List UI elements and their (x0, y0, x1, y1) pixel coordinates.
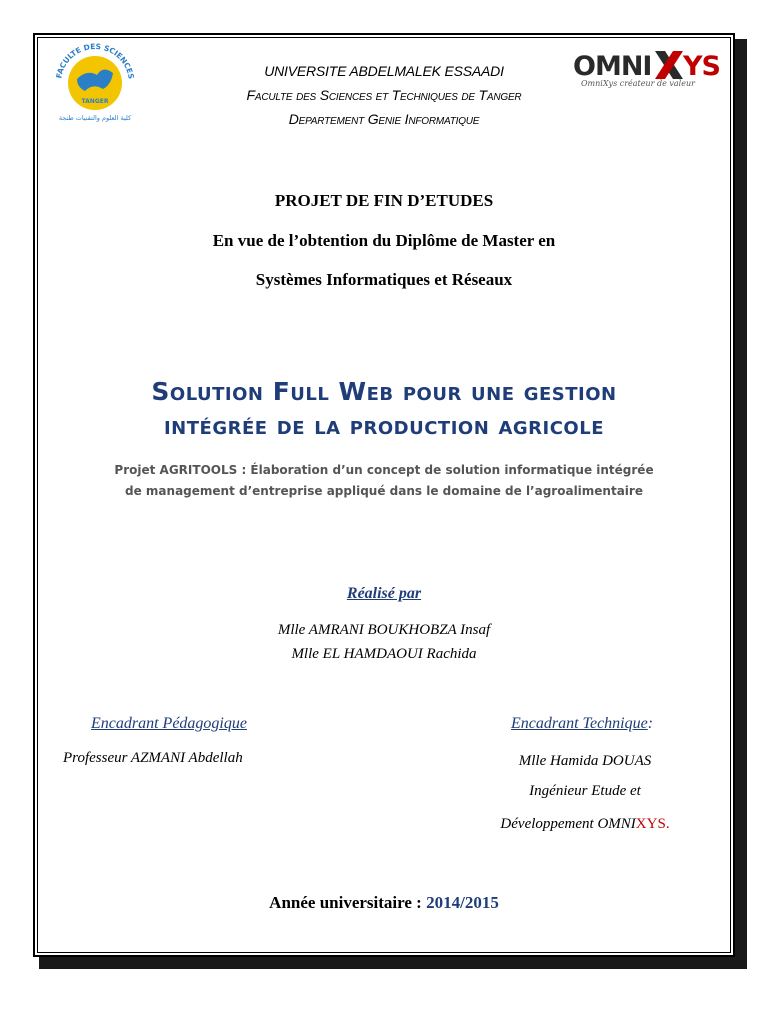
author-2: Mlle EL HAMDAOUI Rachida (291, 646, 477, 662)
svg-text:YS: YS (683, 51, 720, 82)
company-prefix: Développement OMNI (500, 816, 636, 832)
department-name: Departement Genie Informatique (288, 111, 480, 127)
author-1: Mlle AMRANI BOUKHOBZA Insaf (277, 622, 491, 638)
authors-label: Réalisé par (346, 585, 422, 602)
company-accent: XYS (635, 816, 666, 832)
technical-supervisor-company (455, 816, 715, 833)
academic-year (35, 893, 733, 913)
technical-supervisor-label-colon: : (647, 715, 654, 732)
academic-year-label: Année universitaire : (269, 893, 427, 912)
svg-text:OMNI: OMNI (573, 51, 652, 82)
project-heading: PROJET DE FIN D’ETUDES (274, 191, 494, 210)
cover-page (33, 33, 735, 957)
logo-arabic-text: كلية العلوم والتقنيات طنجة (58, 114, 132, 122)
technical-supervisor-label (511, 715, 653, 733)
logo-city-text: TANGER (81, 98, 109, 105)
faculty-name: Faculte des Sciences et Techniques de Tanger (246, 87, 522, 103)
technical-supervisor-label-text: Encadrant Technique (511, 715, 648, 732)
academic-year-value: 2014/2015 (426, 893, 499, 912)
technical-supervisor-name: Mlle Hamida DOUAS (518, 753, 652, 769)
company-suffix: . (665, 816, 670, 832)
logo-arc-text: FACULTE DES SCIENCES (54, 43, 136, 80)
technical-supervisor-role: Ingénieur Etude et (529, 783, 641, 799)
pedagogic-supervisor-name: Professeur AZMANI Abdellah (63, 750, 243, 766)
omnixys-tagline: OmniXys créateur de valeur (581, 79, 695, 88)
master-field: Systèmes Informatiques et Réseaux (255, 270, 513, 289)
thesis-title-line2: intégrée de la production agricole (163, 411, 605, 440)
university-name: UNIVERSITE ABDELMALEK ESSAADI (264, 63, 504, 79)
thesis-title-line1: Solution Full Web pour une gestion (151, 377, 617, 406)
pedagogic-supervisor-label: Encadrant Pédagogique (91, 715, 247, 732)
thesis-subtitle: Projet AGRITOOLS : Élaboration d’un concept de solution informatique intégrée de management d’entreprise appliqué dans le domaine de l’agroalimentaire (114, 463, 654, 498)
diploma-line: En vue de l’obtention du Diplôme de Master en (212, 231, 556, 250)
